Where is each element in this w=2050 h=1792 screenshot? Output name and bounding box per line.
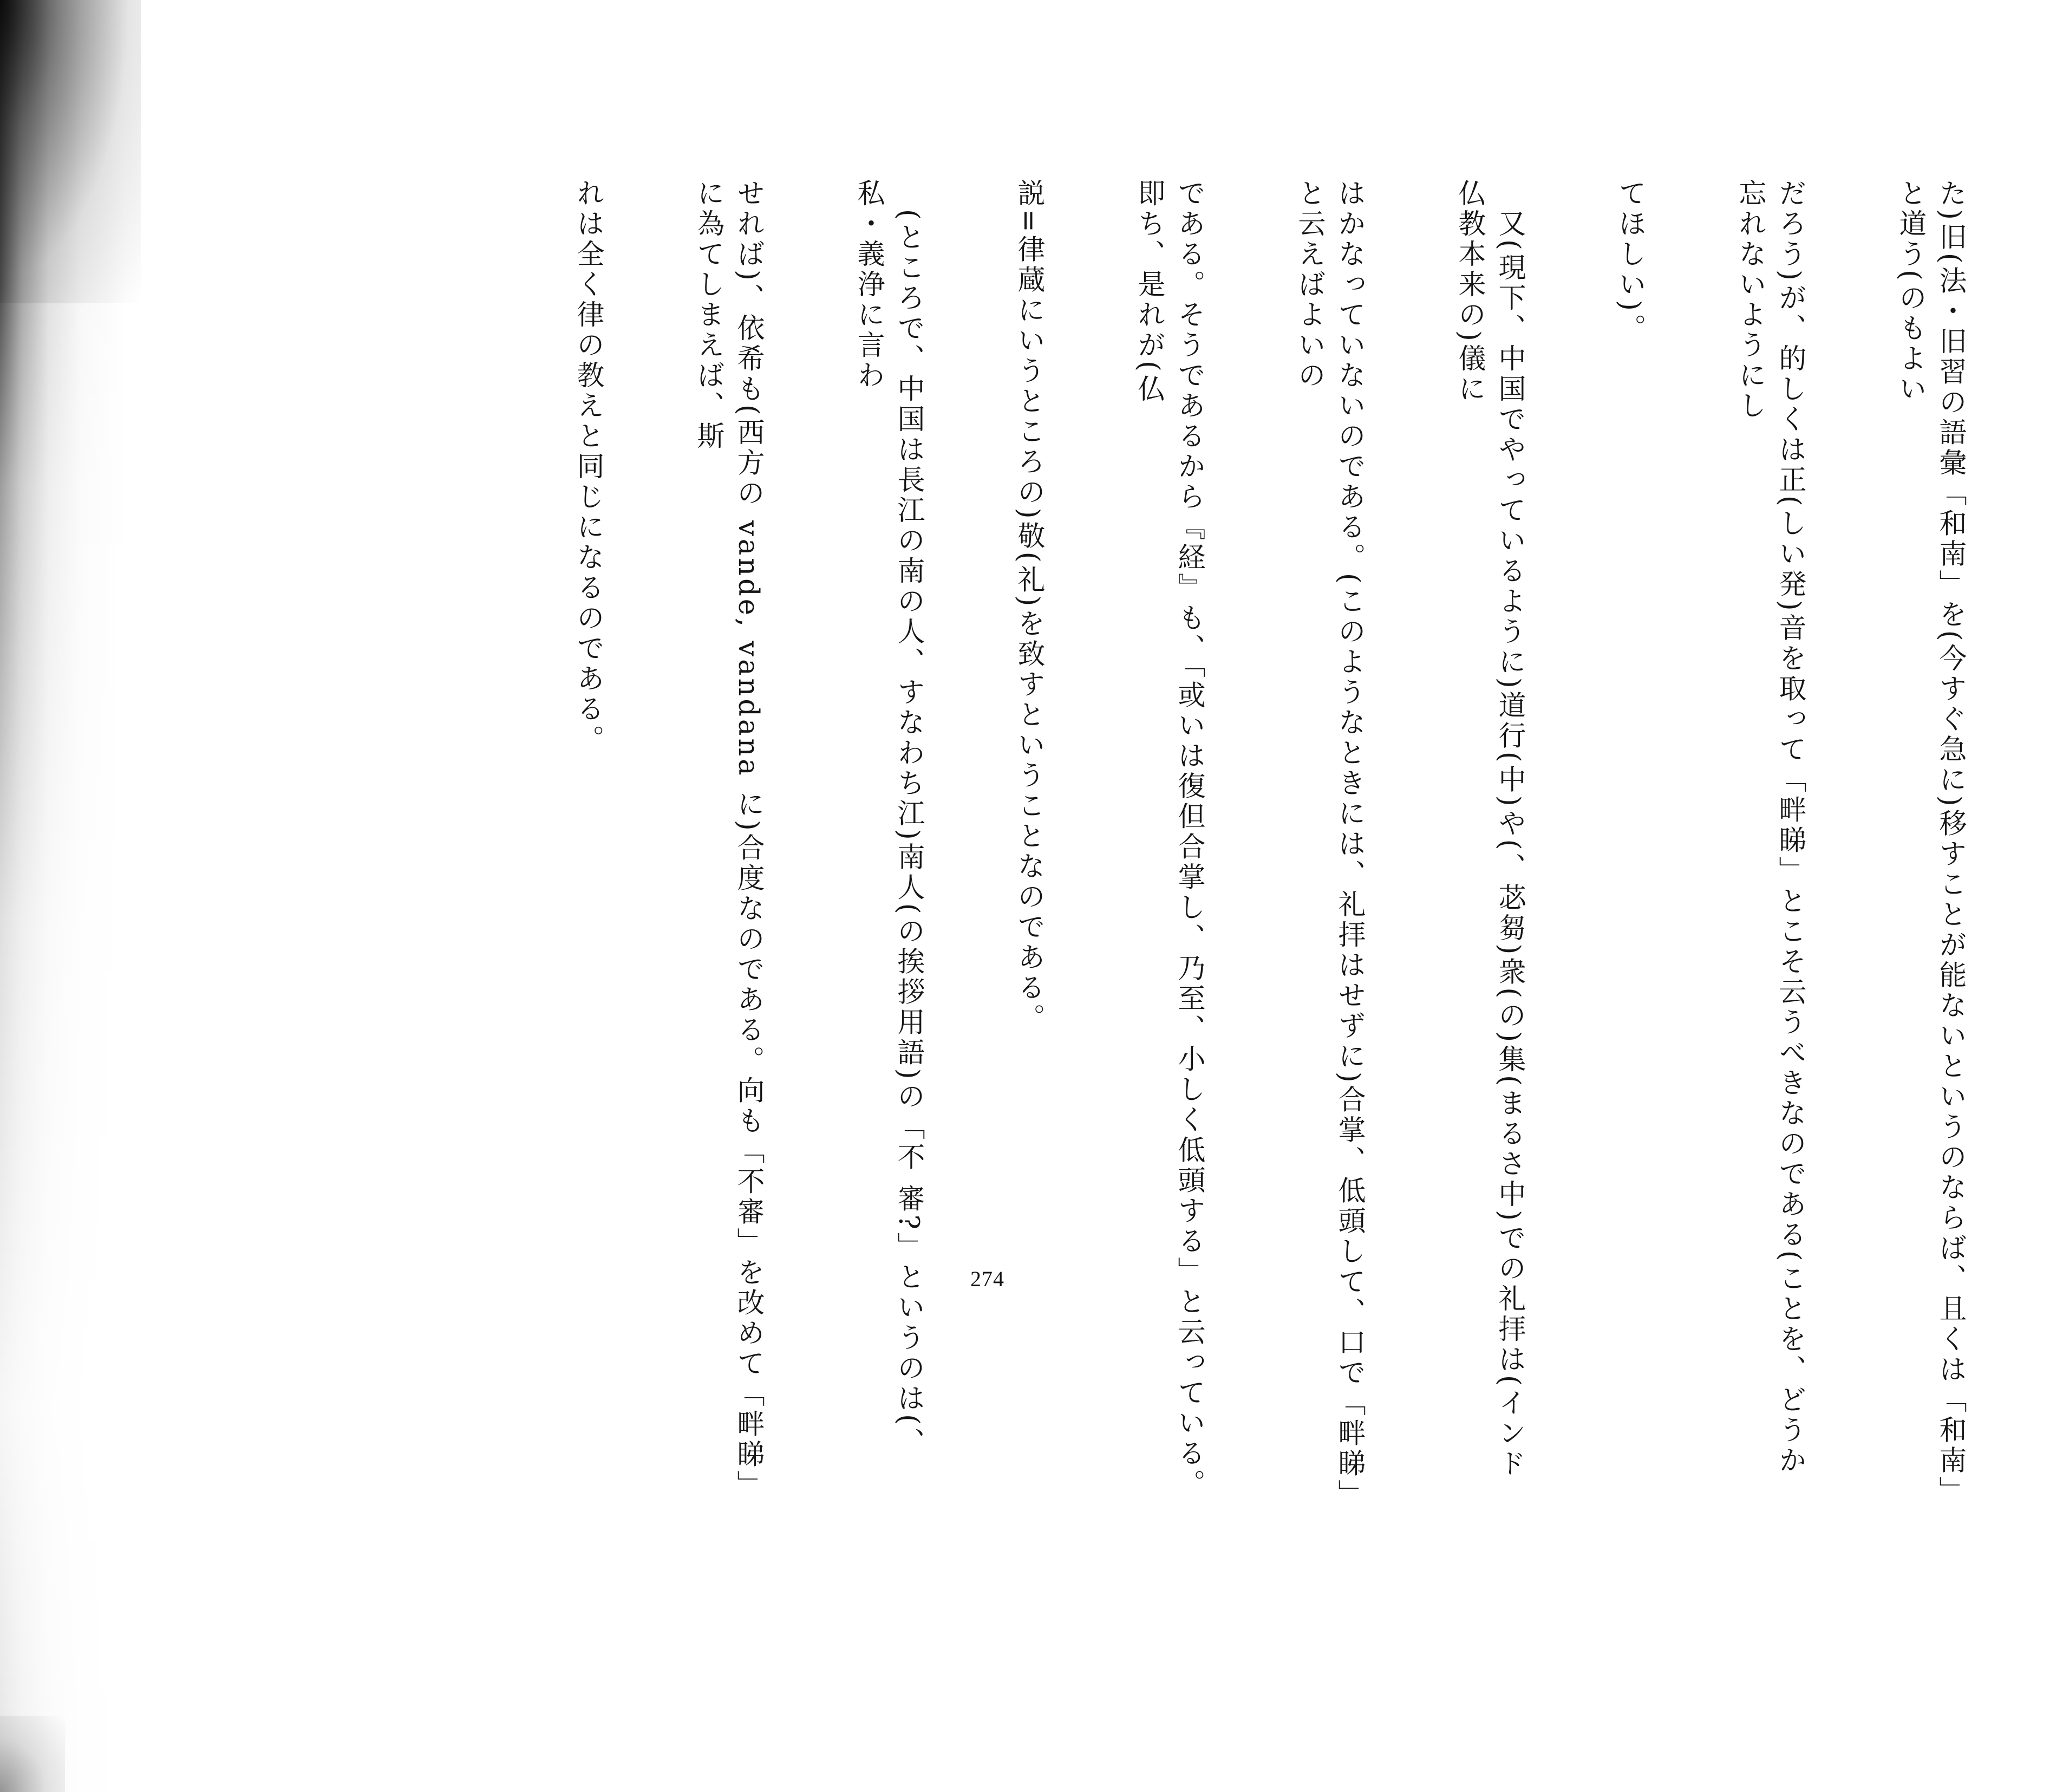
text-column-8: (ところで、中国は長江の南の人、すなわち江)南人(の挨拶用語)の「不 審?」というのは(、私・義浄に言わ bbox=[852, 179, 924, 1458]
scan-edge-shadow bbox=[0, 0, 125, 1792]
scan-corner-shadow bbox=[0, 0, 141, 303]
vertical-text bbox=[487, 179, 2050, 1506]
text-column-5: はかなっていないのである。(このようなときには、礼拝はせずに)合掌、低頭して、口で「畔睇」と云えばよいの bbox=[1293, 179, 1365, 1496]
text-column-4: 又(現下、中国でやっているように)道行(中)や(、苾芻)衆(の)集(まるさ中)での礼拝は(インド仏教本来の)儀に bbox=[1453, 179, 1525, 1480]
text-column-1: た)旧(法・旧習の語彙「和南」を(今すぐ急に)移すことが能ないというのならば、且くは「和南」と道う(のもよい bbox=[1894, 179, 1966, 1493]
vertical-text-block bbox=[487, 179, 1966, 1506]
scan-bottom-shadow bbox=[0, 1716, 65, 1792]
text-column-6: である。そうであるから『経』も、「或いは復但合掌し、乃至、小しく低頭する」と云っている。即ち、是れが(仏 bbox=[1133, 179, 1205, 1500]
page-number: 274 bbox=[970, 1267, 1004, 1291]
text-column-7: 説=律蔵にいうところの)敬(礼)を致すということなのである。 bbox=[1013, 179, 1044, 1034]
text-column-10: れは全く律の教えと同じになるのである。 bbox=[572, 179, 604, 755]
text-column-9: せれば)、依希も(西方の vande, vandana に)合度なのである。向も「不審」を改めて「畔睇」に為てしまえば、斯 bbox=[692, 179, 764, 1501]
text-column-3: てほしい)。 bbox=[1614, 179, 1646, 344]
text-column-2: だろう)が、的しくは正(しい発)音を取って「畔睇」とこそ云うべきなのである(ことを、どうか忘れないようにし bbox=[1734, 179, 1806, 1476]
